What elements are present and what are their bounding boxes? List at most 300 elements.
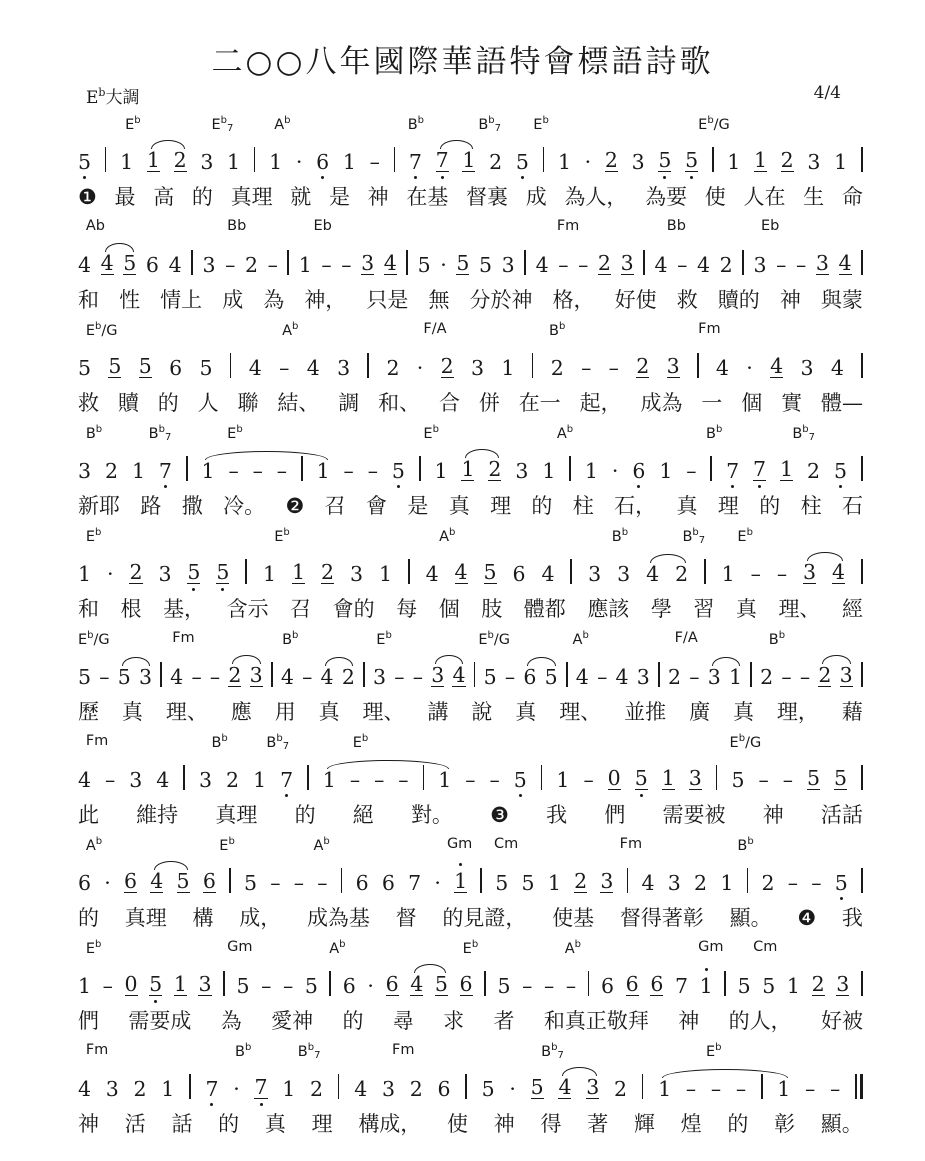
note: 3 <box>803 559 817 584</box>
note: 3 <box>636 664 650 689</box>
barline <box>419 456 421 481</box>
note: 1 <box>557 149 571 174</box>
dash-note: – <box>191 664 202 689</box>
note: 5 <box>78 664 92 689</box>
dash-note: – <box>252 458 263 483</box>
note: 7 <box>408 870 422 895</box>
chord-label: $A^b$ <box>572 630 589 648</box>
chord-label: $B^b$ <box>706 424 723 442</box>
note: 1 <box>547 870 561 895</box>
lyric-syllable: 體都 <box>523 597 566 621</box>
lyric-syllable: 應該 <box>587 597 630 621</box>
lyrics-row <box>78 284 863 316</box>
chord-label: $B^b$ <box>282 630 299 648</box>
dot-rhythm: · <box>746 355 753 380</box>
barline <box>861 147 863 172</box>
barline <box>543 147 545 172</box>
lyric-syllable: 我 <box>841 906 863 930</box>
low-octave-dot <box>519 794 522 797</box>
note: 1 <box>461 456 475 481</box>
high-octave-dot <box>459 863 462 866</box>
chord-label: $E^b$ <box>706 1042 722 1060</box>
lyric-syllable: 習 <box>693 597 715 621</box>
lyric-syllable: 和、 <box>378 391 421 415</box>
dash-note: – <box>677 252 688 277</box>
dash-note: – <box>504 664 516 689</box>
dash-note: – <box>412 664 423 689</box>
barline <box>245 559 247 584</box>
verse-number-badge: ❶ <box>78 185 97 209</box>
note: 2 <box>226 767 240 792</box>
note: 5 <box>78 152 91 173</box>
note: 1 <box>462 147 476 172</box>
note: 3 <box>105 1076 119 1101</box>
note: 3 <box>631 149 645 174</box>
dash-note: – <box>799 664 811 689</box>
lyric-syllable: 調 <box>338 391 360 415</box>
note: 5 <box>685 150 698 173</box>
chord-label: $E^b$ <box>227 424 243 442</box>
lyric-syllable: 個 <box>741 391 763 415</box>
dash-note: – <box>209 664 221 689</box>
note: 5 <box>530 1074 544 1099</box>
note: 6 <box>385 971 399 996</box>
note: 2 <box>604 147 618 172</box>
song-title: 二○○八年國際華語特會標語詩歌 <box>211 44 714 80</box>
lyric-syllable: 督裏 <box>466 185 509 209</box>
chord-label: $B^b$ <box>211 733 228 751</box>
lyric-syllable: 構 <box>192 906 214 930</box>
notes-row <box>78 1063 863 1108</box>
barline <box>588 971 590 996</box>
dot-rhythm: · <box>233 1076 240 1101</box>
barline <box>287 250 289 275</box>
verse-number-badge: ❷ <box>285 494 305 518</box>
lyric-syllable: 理 <box>490 494 512 518</box>
chord-label: $E^b$ <box>462 939 479 957</box>
note: 5 <box>123 250 137 275</box>
note: 4 <box>696 252 711 277</box>
note: 7 <box>254 1077 267 1100</box>
dash-note: – <box>374 767 385 792</box>
chord-label: $A^b$ <box>313 836 330 854</box>
note: 1 <box>342 149 356 174</box>
chord-label: $B^b7$ <box>478 115 502 134</box>
note: 5 <box>544 664 558 689</box>
note: 1 <box>282 1076 296 1101</box>
chord-label: Gm <box>227 939 253 955</box>
lyric-syllable: 使 <box>704 185 726 209</box>
dash-note: – <box>804 1076 816 1101</box>
chord-label: F/A <box>674 630 698 646</box>
dash-note: – <box>270 870 281 895</box>
chord-label: $E^b$ <box>125 115 141 133</box>
lyric-syllable: 真 <box>515 700 537 724</box>
dash-note: – <box>369 149 380 174</box>
note: 6 <box>459 971 473 996</box>
note: 6 <box>355 870 369 895</box>
chord-label: $B^b7$ <box>792 424 816 443</box>
note: 6 <box>650 971 664 996</box>
tie-arc <box>662 1069 788 1078</box>
barline <box>341 868 343 893</box>
lyric-syllable: 愛神 <box>271 1009 314 1033</box>
barline <box>532 353 534 378</box>
dash-note: – <box>317 870 328 895</box>
lyric-syllable: 好被 <box>820 1009 863 1033</box>
barline <box>569 456 571 481</box>
lyric-syllable: 廣 <box>689 700 711 724</box>
lyric-syllable: 人 <box>197 391 219 415</box>
dash-note: – <box>102 973 113 998</box>
dash-note: – <box>544 973 555 998</box>
lyrics-row <box>78 1108 863 1140</box>
note: 5 <box>243 870 258 895</box>
low-octave-dot <box>840 897 843 900</box>
note: 4 <box>383 250 397 275</box>
note: 6 <box>632 461 645 482</box>
dash-note: – <box>398 767 409 792</box>
barline <box>484 971 486 996</box>
barline <box>861 250 863 275</box>
barline <box>541 765 543 790</box>
note: 2 <box>667 664 682 689</box>
lyric-syllable: 是 <box>407 494 429 518</box>
note: 1 <box>659 458 673 483</box>
note: 5 <box>434 971 448 996</box>
note: 1 <box>78 973 92 998</box>
chord-label: $B^b$ <box>768 630 786 648</box>
lyric-syllable: 的 <box>759 494 781 518</box>
chord-label: $B^b7$ <box>682 527 706 546</box>
note: 2 <box>104 458 119 483</box>
note: 1 <box>263 561 277 586</box>
low-octave-dot <box>663 176 666 179</box>
chord-label: $A^b$ <box>85 836 103 854</box>
chord-label: $E^b/G$ <box>85 321 118 339</box>
low-octave-dot <box>83 176 86 179</box>
note: 1 <box>378 561 392 586</box>
note: 5 <box>108 353 122 378</box>
lyric-syllable: 著 <box>587 1112 609 1136</box>
note: 1 <box>834 149 848 174</box>
note: 6 <box>145 252 159 277</box>
dash-note: – <box>689 664 700 689</box>
note: 3 <box>471 355 485 380</box>
note: 2 <box>636 353 650 378</box>
chord-label: $B^b$ <box>85 424 103 442</box>
system-line-7 <box>78 733 863 836</box>
note: 1 <box>173 971 187 996</box>
lyric-syllable: 的 <box>531 494 553 518</box>
lyric-syllable: 柱 <box>800 494 822 518</box>
dash-note: – <box>558 252 569 277</box>
lyric-syllable: 需要成 <box>128 1009 192 1033</box>
chord-label: $E^b/G$ <box>698 115 730 133</box>
dot-rhythm: · <box>584 149 592 174</box>
note: 4 <box>78 252 92 277</box>
lyric-syllable: 成 <box>222 288 244 312</box>
barline <box>861 765 863 790</box>
note: 1 <box>292 559 306 584</box>
chord-label: $B^b$ <box>611 527 629 545</box>
chord-label: $E^b/G$ <box>729 733 762 751</box>
note: 1 <box>720 870 734 895</box>
lyric-syllable: 神 <box>779 288 801 312</box>
note: 5 <box>806 765 821 790</box>
note: 2 <box>173 147 187 172</box>
lyric-syllable: 合 <box>439 391 460 415</box>
lyric-syllable: 神 <box>762 803 784 827</box>
lyric-syllable: 情上 <box>160 288 203 312</box>
dash-note: – <box>686 458 697 483</box>
note: 4 <box>715 355 729 380</box>
chord-label: $A^b$ <box>329 939 346 957</box>
dot-rhythm: · <box>434 870 441 895</box>
lyric-syllable: 一 <box>701 391 723 415</box>
chord-label: $A^b$ <box>282 321 299 339</box>
note: 2 <box>818 662 832 687</box>
note: 5 <box>456 250 470 275</box>
chord-label: $B^b7$ <box>297 1042 321 1061</box>
lyric-syllable: 真 <box>264 1112 286 1136</box>
note: 4 <box>78 767 92 792</box>
chord-label: Fm <box>172 630 195 646</box>
chord-label: $B^b7$ <box>541 1042 564 1061</box>
lyric-syllable: 使 <box>447 1112 469 1136</box>
notes-row <box>78 651 863 696</box>
barline <box>524 250 526 275</box>
dash-note: – <box>267 252 278 277</box>
lyric-syllable: 需要被 <box>662 803 726 827</box>
dot-rhythm: · <box>104 870 111 895</box>
lyric-syllable: 構成， <box>358 1112 422 1136</box>
note: 2 <box>489 149 503 174</box>
note: 2 <box>133 1076 147 1101</box>
note: 1 <box>227 149 241 174</box>
lyric-syllable: 督得著彰 <box>619 906 704 930</box>
note: 6 <box>316 152 329 173</box>
chord-label: Ab <box>85 218 105 234</box>
lyric-syllable: 使基 <box>552 906 595 930</box>
lyrics-row <box>78 1005 863 1037</box>
note: 3 <box>807 149 821 174</box>
low-octave-dot <box>441 176 444 179</box>
verse-number-badge: ❹ <box>797 906 817 930</box>
note: 4 <box>654 252 668 277</box>
note: 5 <box>117 664 131 689</box>
lyric-syllable: 生 <box>803 185 825 209</box>
barline <box>465 1074 467 1099</box>
barline <box>627 868 629 893</box>
note: 1 <box>201 458 215 483</box>
barline <box>301 456 303 481</box>
notes-row <box>78 754 863 799</box>
score-body <box>78 115 863 1145</box>
note: 4 <box>454 559 468 584</box>
note: 4 <box>320 664 334 689</box>
note: 5 <box>497 973 511 998</box>
header-row <box>86 83 863 107</box>
note: 4 <box>641 870 655 895</box>
lyric-syllable: 人在 <box>743 185 786 209</box>
note: 2 <box>488 456 502 481</box>
lyric-syllable: 為要 <box>645 185 688 209</box>
note: 2 <box>694 870 708 895</box>
note: 4 <box>832 559 846 584</box>
low-octave-dot <box>210 1103 213 1106</box>
note: 3 <box>666 353 680 378</box>
lyrics-row <box>78 799 863 831</box>
note: 6 <box>381 870 395 895</box>
notes-row <box>78 445 863 490</box>
note: 1 <box>556 767 570 792</box>
barline <box>658 662 660 687</box>
lyric-syllable: 命 <box>841 185 863 209</box>
dash-note: – <box>489 767 500 792</box>
lyric-syllable: 會的 <box>332 597 375 621</box>
barline <box>861 868 863 893</box>
system-line-6 <box>78 630 863 733</box>
dash-note: – <box>782 767 793 792</box>
lyric-syllable: 輝 <box>633 1112 655 1136</box>
lyric-syllable: 維持 <box>136 803 179 827</box>
lyric-syllable: 柱 <box>572 494 594 518</box>
lyric-syllable: 高 <box>153 185 175 209</box>
lyric-syllable: 召 <box>290 597 312 621</box>
lyric-syllable: 藉 <box>841 700 863 724</box>
system-line-3 <box>78 321 863 424</box>
barline <box>160 662 162 687</box>
note: 3 <box>202 252 216 277</box>
note: 6 <box>202 868 216 893</box>
lyric-syllable: 顯。 <box>820 1112 863 1136</box>
note: 3 <box>158 561 172 586</box>
note: 4 <box>452 662 466 687</box>
barline <box>338 1074 340 1099</box>
lyric-syllable: 會 <box>365 494 387 518</box>
lyrics-row <box>78 593 863 625</box>
lyric-syllable: 神， <box>304 288 347 312</box>
note: 1 <box>721 561 735 586</box>
lyric-syllable: 理、 <box>559 700 602 724</box>
note: 2 <box>613 1076 628 1101</box>
lyrics-row <box>78 387 863 419</box>
note: 2 <box>409 1076 423 1101</box>
lyric-syllable: 的 <box>342 1009 364 1033</box>
lyric-syllable: 活 <box>124 1112 146 1136</box>
lyric-syllable: 話 <box>171 1112 193 1136</box>
barline <box>724 971 726 996</box>
note: 2 <box>574 868 588 893</box>
note: 1 <box>780 456 794 481</box>
note: 4 <box>770 353 784 378</box>
note: 1 <box>131 458 145 483</box>
note: 6 <box>124 868 138 893</box>
dash-note: – <box>565 973 577 998</box>
low-octave-dot <box>260 1103 263 1106</box>
chord-label: Bb <box>227 218 247 234</box>
barline <box>394 147 396 172</box>
chord-label: $E^b$ <box>274 527 290 545</box>
note: 4 <box>830 355 844 380</box>
note: 6 <box>342 973 356 998</box>
lyric-syllable: 理、 <box>165 700 208 724</box>
lyric-syllable: 起， <box>579 391 622 415</box>
barline <box>307 765 309 790</box>
note: 3 <box>815 250 829 275</box>
note: 1 <box>727 149 741 174</box>
lyric-syllable: 神 <box>493 1112 515 1136</box>
lyric-syllable: 活話 <box>820 803 863 827</box>
lyric-syllable: 石， <box>614 494 657 518</box>
system-line-10 <box>78 1042 863 1145</box>
chord-label: Fm <box>556 218 580 234</box>
chord-label: $B^b7$ <box>148 424 172 443</box>
dash-note: – <box>465 767 476 792</box>
note: 1 <box>501 355 515 380</box>
lyric-syllable: 併 <box>478 391 500 415</box>
lyric-syllable: 結、 <box>277 391 320 415</box>
note: 1 <box>434 458 448 483</box>
barline <box>423 765 425 790</box>
lyric-syllable: 神 <box>678 1009 700 1033</box>
note: 2 <box>550 355 564 380</box>
barline <box>761 1074 763 1099</box>
note: 5 <box>635 768 648 791</box>
dash-note: – <box>522 973 533 998</box>
note: 4 <box>535 252 549 277</box>
lyric-syllable: 歷 <box>78 700 99 724</box>
chord-label: $E^b/G$ <box>78 630 110 648</box>
chord-label: $E^b7$ <box>211 115 234 134</box>
note: 1 <box>438 767 452 792</box>
note: 6 <box>512 561 526 586</box>
dash-note: – <box>279 355 290 380</box>
barline <box>566 662 568 687</box>
barline <box>710 456 712 481</box>
note: 4 <box>575 664 589 689</box>
note: 1 <box>700 976 713 997</box>
lyric-syllable: 聯 <box>237 391 259 415</box>
note: 3 <box>800 355 814 380</box>
note: 4 <box>248 355 262 380</box>
note: 1 <box>728 664 743 689</box>
lyric-syllable: 理 <box>717 494 739 518</box>
chord-label: Gm <box>698 939 724 955</box>
barline <box>254 147 256 172</box>
barline <box>183 765 185 790</box>
lyric-syllable: 的 <box>157 391 179 415</box>
low-octave-dot <box>731 485 734 488</box>
barline <box>271 662 273 687</box>
dash-note: – <box>710 1076 722 1101</box>
chord-label: $B^b$ <box>235 1042 252 1060</box>
barline <box>406 250 408 275</box>
note: 3 <box>129 767 143 792</box>
dot-rhythm: · <box>367 973 374 998</box>
lyric-syllable: 們 <box>604 803 626 827</box>
lyric-syllable: 求 <box>443 1009 465 1033</box>
note: 3 <box>588 561 602 586</box>
barline <box>186 456 188 481</box>
notes-row <box>78 342 863 387</box>
dash-note: – <box>787 870 798 895</box>
note: 4 <box>100 250 114 275</box>
note: 3 <box>707 664 721 689</box>
note: 2 <box>386 355 400 380</box>
note: 2 <box>761 870 775 895</box>
